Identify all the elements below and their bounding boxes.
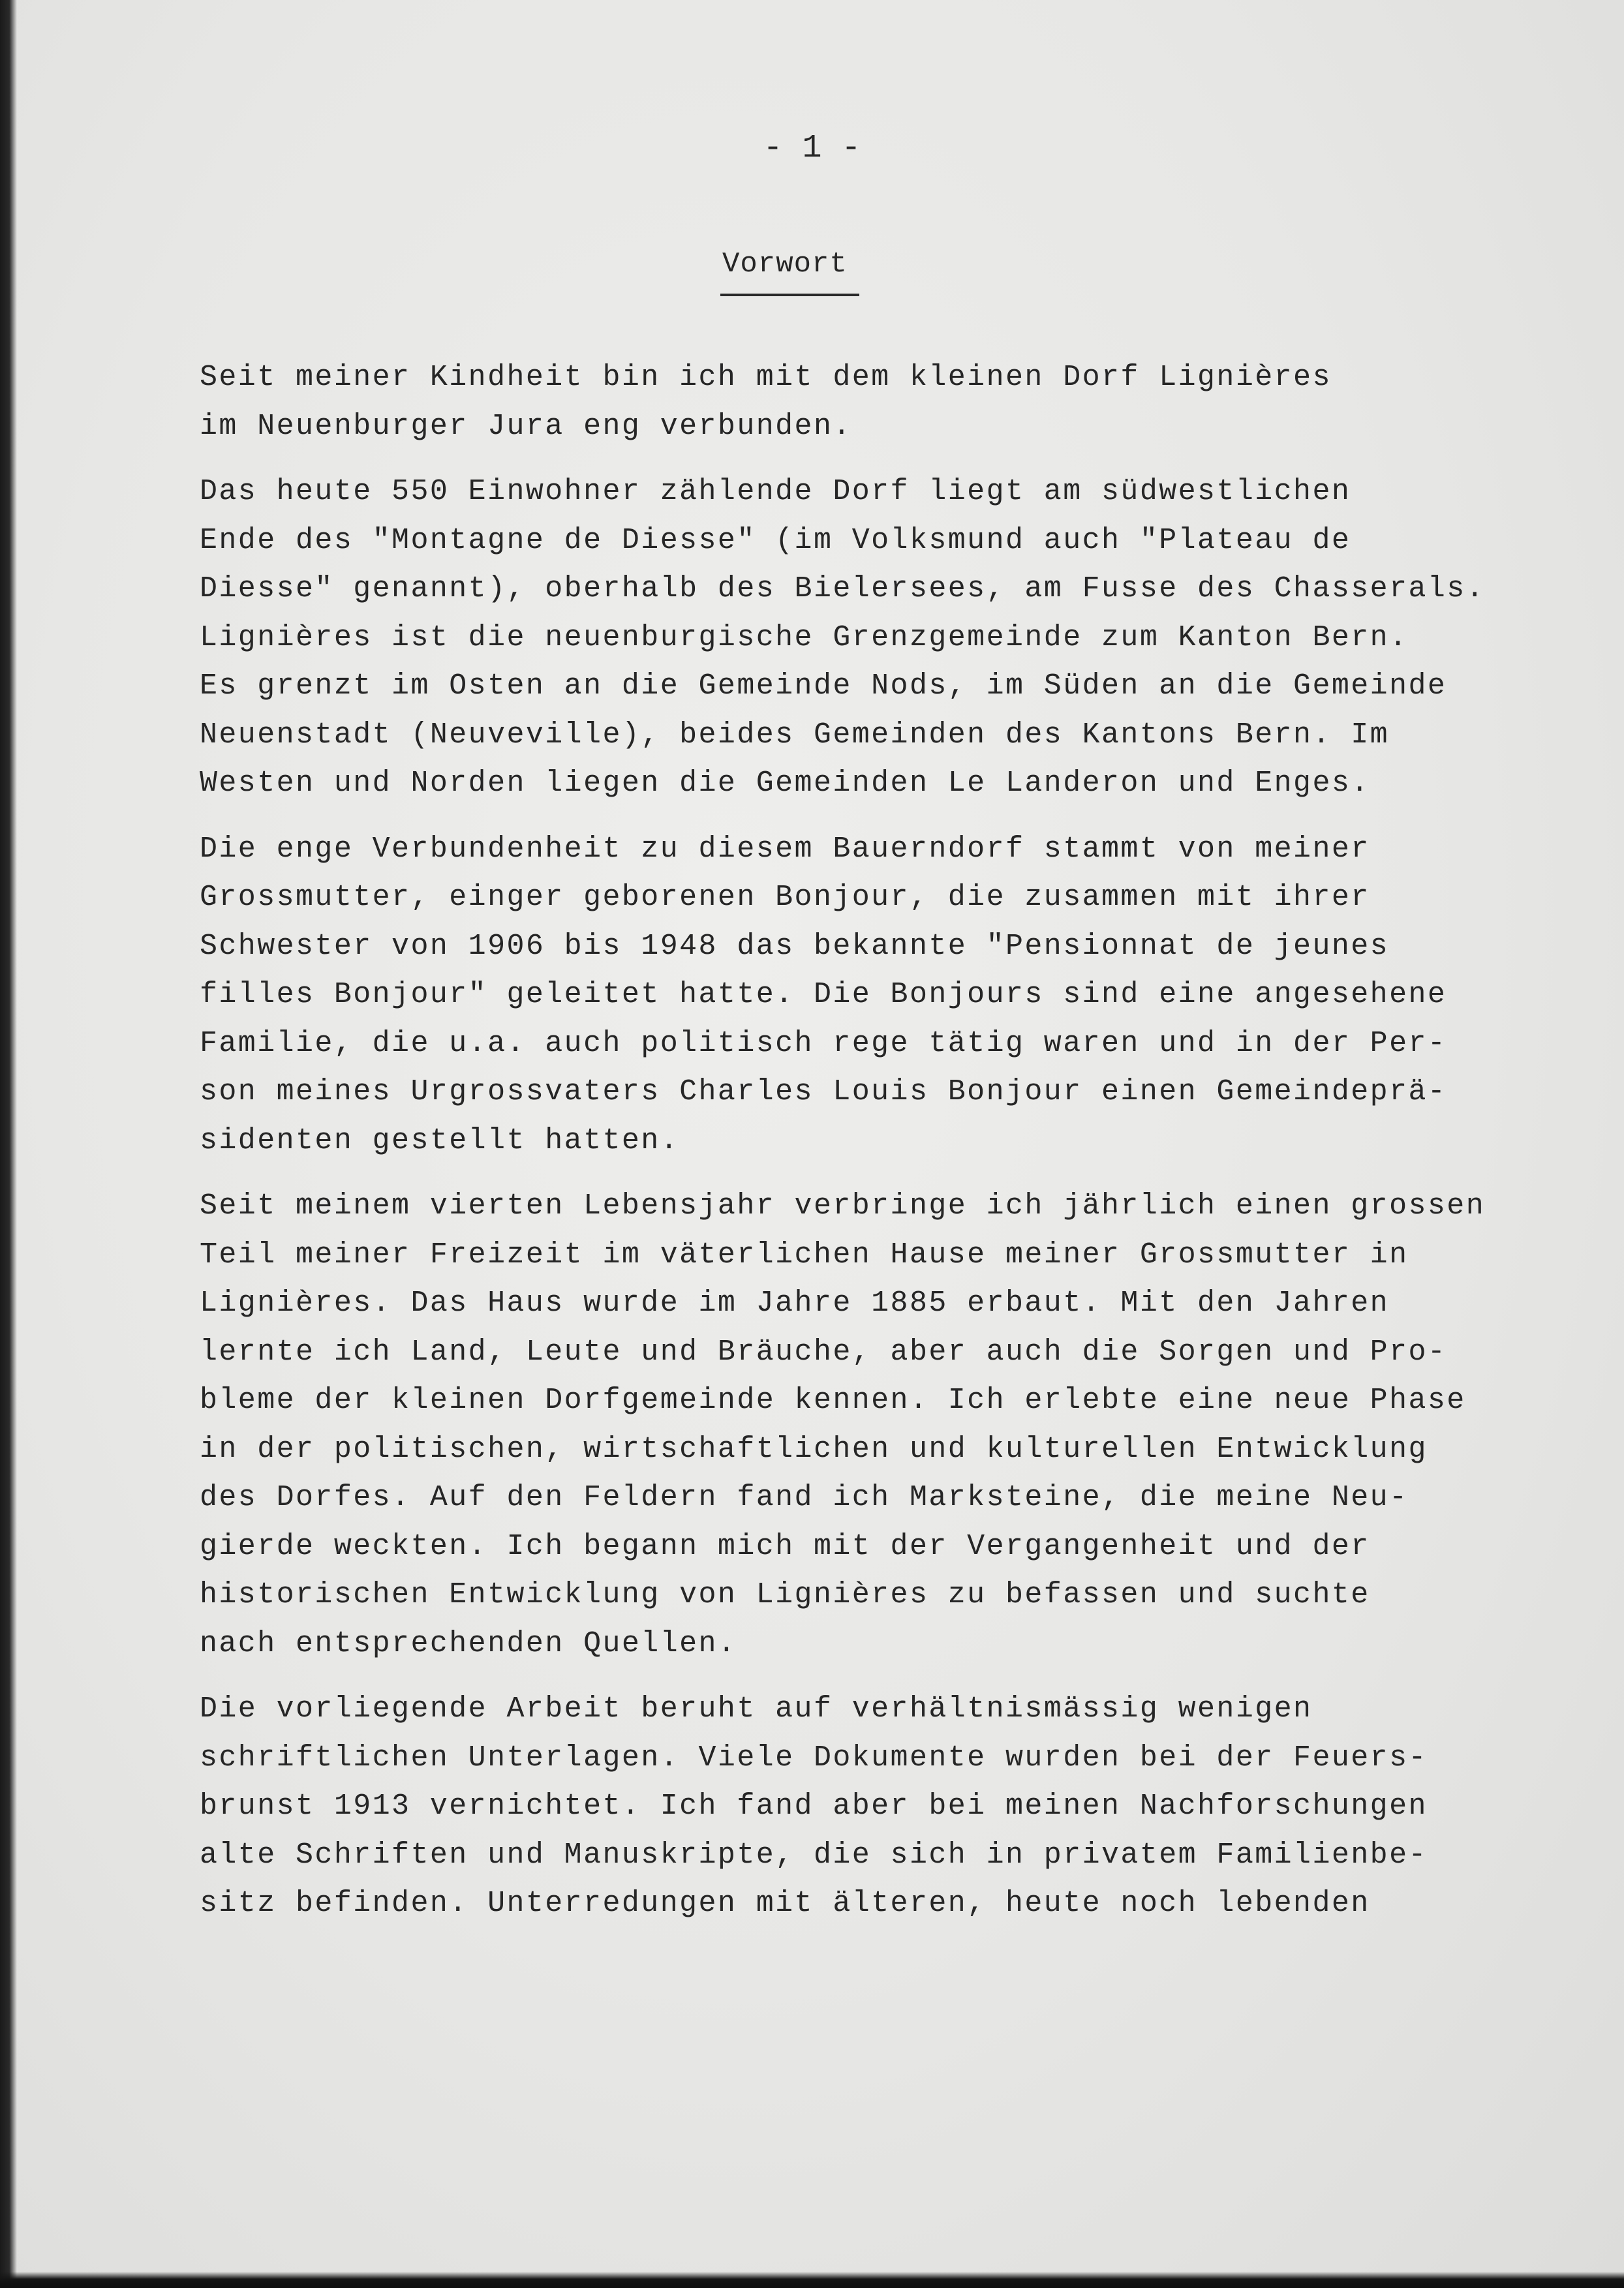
text-line: Westen und Norden liegen die Gemeinden Le Landeron und Enges.: [200, 767, 1370, 800]
text-line: Ende des "Montagne de Diesse" (im Volksmund auch "Plateau de: [200, 523, 1351, 557]
title-underline: [720, 294, 859, 296]
text-line: Lignières ist die neuenburgische Grenzgemeinde zum Kanton Bern.: [200, 620, 1409, 654]
document-body: [200, 354, 1596, 1945]
text-line: sitz befinden. Unterredungen mit älteren, heute noch lebenden: [200, 1887, 1370, 1920]
text-line: Schwester von 1906 bis 1948 das bekannte "Pensionnat de jeunes: [200, 929, 1390, 963]
text-line: historischen Entwicklung von Lignières zu befassen und suchte: [200, 1578, 1370, 1611]
text-line: nach entsprechenden Quellen.: [200, 1626, 737, 1660]
text-line: bleme der kleinen Dorfgemeinde kennen. Ich erlebte eine neue Phase: [200, 1384, 1466, 1417]
text-line: Seit meiner Kindheit bin ich mit dem kleinen Dorf Lignières: [200, 361, 1332, 394]
text-line: alte Schriften und Manuskripte, die sich in privatem Familienbe-: [200, 1838, 1428, 1872]
text-line: in der politischen, wirtschaftlichen und kulturellen Entwicklung: [200, 1432, 1428, 1466]
scan-bottom-edge: [0, 2272, 1624, 2288]
paragraph: [200, 1182, 1596, 1668]
text-line: Diesse" genannt), oberhalb des Bielersees, am Fusse des Chasserals.: [200, 572, 1486, 605]
text-line: Neuenstadt (Neuveville), beides Gemeinden des Kantons Bern. Im: [200, 718, 1390, 752]
text-line: son meines Urgrossvaters Charles Louis Bonjour einen Gemeindeprä-: [200, 1075, 1447, 1108]
page-number: - 1 -: [763, 130, 861, 167]
text-line: Familie, die u.a. auch politisch rege tätig waren und in der Per-: [200, 1026, 1447, 1060]
text-line: Das heute 550 Einwohner zählende Dorf liegt am südwestlichen: [200, 475, 1351, 508]
text-line: schriftlichen Unterlagen. Viele Dokumente wurden bei der Feuers-: [200, 1741, 1428, 1775]
text-line: im Neuenburger Jura eng verbunden.: [200, 409, 852, 443]
text-line: Teil meiner Freizeit im väterlichen Hause meiner Grossmutter in: [200, 1238, 1409, 1272]
text-line: sidenten gestellt hatten.: [200, 1123, 680, 1157]
text-line: Seit meinem vierten Lebensjahr verbringe ich jährlich einen grossen: [200, 1189, 1486, 1223]
text-line: Die enge Verbundenheit zu diesem Bauerndorf stammt von meiner: [200, 832, 1370, 866]
text-line: lernte ich Land, Leute und Bräuche, aber auch die Sorgen und Pro-: [200, 1335, 1447, 1369]
page-title: Vorwort: [722, 248, 848, 281]
text-line: Es grenzt im Osten an die Gemeinde Nods, im Süden an die Gemeinde: [200, 669, 1447, 703]
paragraph: [200, 468, 1596, 808]
paragraph: [200, 1685, 1596, 1929]
paragraph: [200, 825, 1596, 1166]
scan-left-edge: [0, 0, 17, 2288]
text-line: gierde weckten. Ich begann mich mit der Vergangenheit und der: [200, 1529, 1370, 1563]
text-line: brunst 1913 vernichtet. Ich fand aber bei meinen Nachforschungen: [200, 1790, 1428, 1823]
text-line: des Dorfes. Auf den Feldern fand ich Marksteine, die meine Neu-: [200, 1481, 1409, 1514]
text-line: Lignières. Das Haus wurde im Jahre 1885 erbaut. Mit den Jahren: [200, 1287, 1390, 1320]
text-line: filles Bonjour" geleitet hatte. Die Bonjours sind eine angesehene: [200, 978, 1447, 1011]
text-line: Grossmutter, einger geborenen Bonjour, die zusammen mit ihrer: [200, 881, 1370, 914]
paragraph: [200, 354, 1596, 451]
text-line: Die vorliegende Arbeit beruht auf verhältnismässig wenigen: [200, 1692, 1313, 1726]
